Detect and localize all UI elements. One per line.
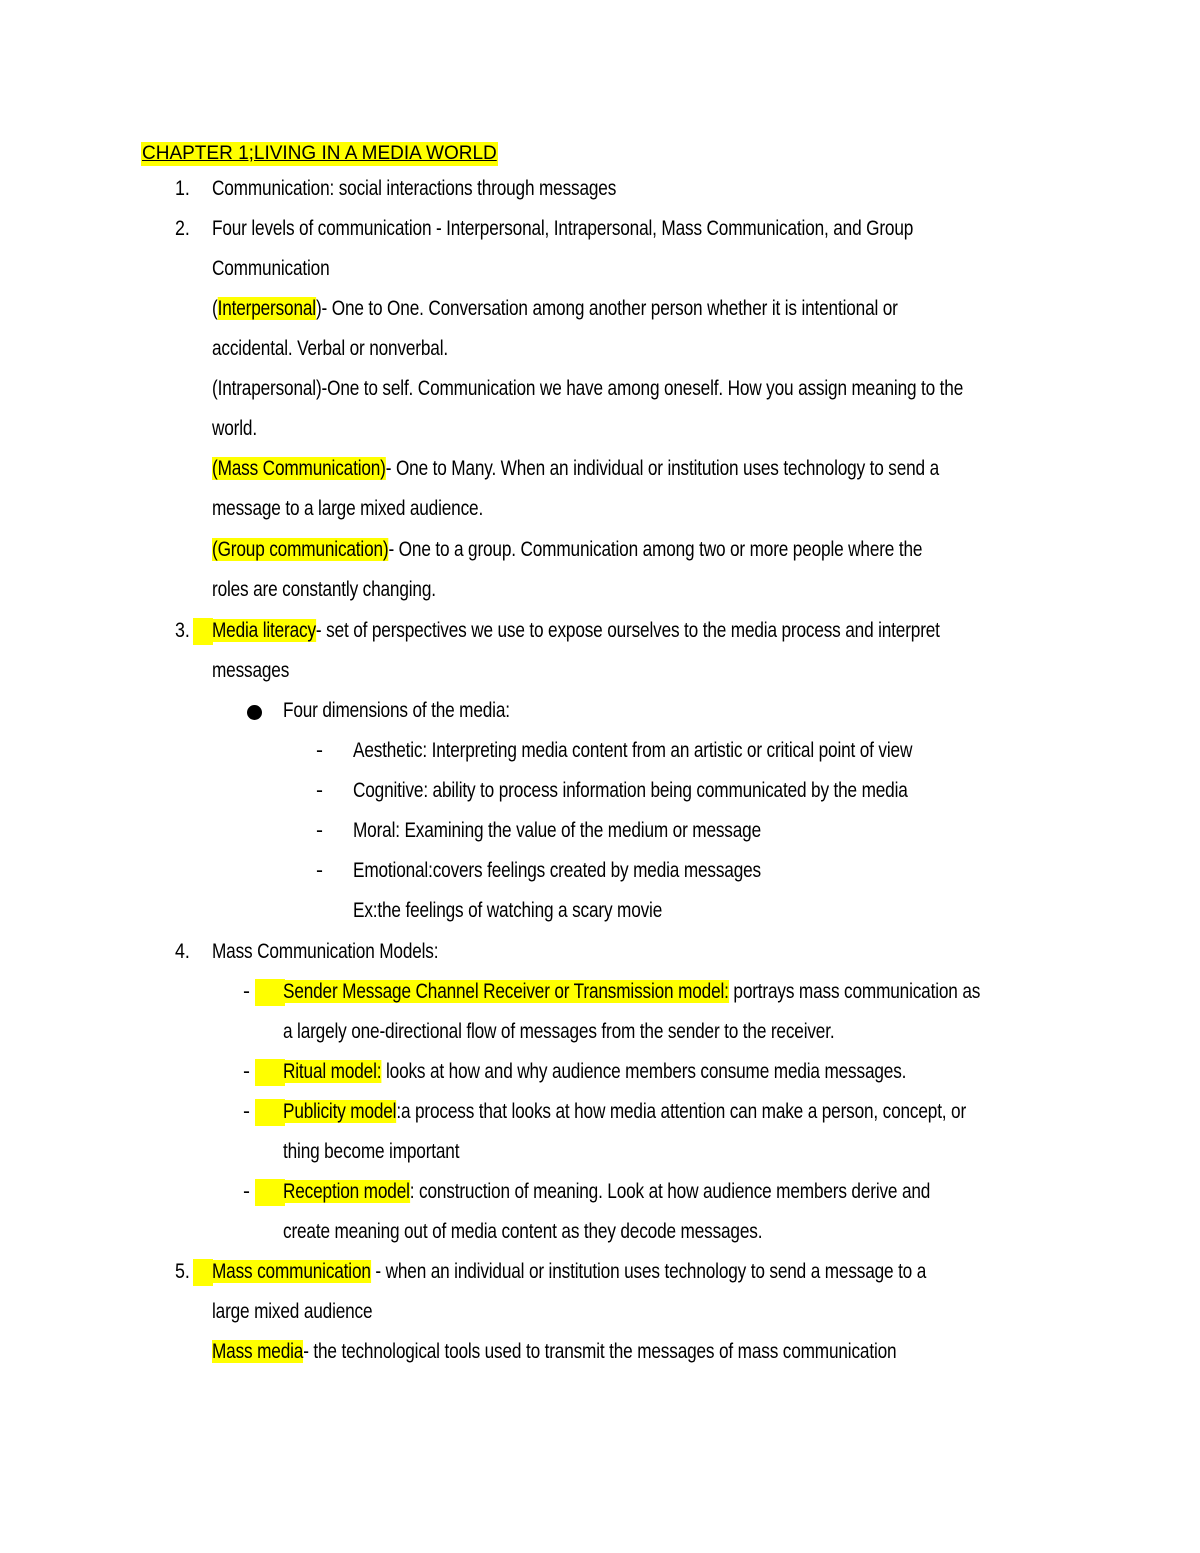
- mass-communication-def-term: Mass communication: [212, 1260, 371, 1283]
- interpersonal-definition: )- One to One. Conversation among another person whether it is intentional or: [315, 297, 898, 320]
- model-ritual-definition: looks at how and why audience members consume media messages.: [381, 1060, 907, 1083]
- item-2-line-1: Four levels of communication - Interpersonal, Intrapersonal, Mass Communication, and Group: [212, 217, 914, 240]
- dimension-aesthetic: Aesthetic: Interpreting media content from an artistic or critical point of view: [353, 739, 913, 762]
- item-5-number: 5.: [175, 1260, 190, 1283]
- mass-media-definition: - the technological tools used to transmit the messages of mass communication: [303, 1340, 897, 1363]
- dimension-dash: -: [316, 779, 323, 802]
- model-3-highlight-lead: [255, 1099, 285, 1126]
- item-2-line-2: Communication: [212, 257, 330, 280]
- mass-communication-def-line: [212, 1258, 926, 1286]
- media-literacy-line: [212, 617, 940, 645]
- model-2-highlight-lead: [255, 1059, 285, 1086]
- intrapersonal-line-2: world.: [212, 417, 257, 440]
- mass-media-line: [212, 1338, 896, 1366]
- four-dimensions-heading: Four dimensions of the media:: [283, 699, 510, 722]
- mass-communication-def-text: - when an individual or institution uses technology to send a message to a: [370, 1260, 927, 1283]
- models-heading: Mass Communication Models:: [212, 940, 439, 963]
- model-publicity-term: Publicity model: [283, 1100, 397, 1123]
- model-transmission-line: [283, 978, 980, 1006]
- item-1-text: Communication: social interactions through messages: [212, 177, 617, 200]
- mass-communication-line-2: message to a large mixed audience.: [212, 497, 484, 520]
- model-transmission-definition: portrays mass communication as: [728, 980, 981, 1003]
- mass-communication-term: (Mass Communication): [212, 457, 386, 480]
- mass-communication-definition: - One to Many. When an individual or institution uses technology to send a: [385, 457, 940, 480]
- emotional-example: Ex:the feelings of watching a scary movie: [353, 899, 663, 922]
- item-3-highlight-lead: [193, 618, 213, 645]
- group-communication-term: (Group communication): [212, 538, 389, 561]
- item-1-number: 1.: [175, 177, 190, 200]
- model-transmission-term: Sender Message Channel Receiver or Transmission model:: [283, 980, 729, 1003]
- interpersonal-open-paren: (: [212, 297, 218, 320]
- model-dash: -: [243, 1060, 250, 1083]
- model-publicity-line: [283, 1098, 966, 1126]
- interpersonal-line: [212, 295, 898, 323]
- mass-communication-line: [212, 455, 939, 483]
- dimension-emotional: Emotional:covers feelings created by media messages: [353, 859, 762, 882]
- item-5-highlight-lead: [193, 1259, 213, 1286]
- model-1-highlight-lead: [255, 979, 285, 1006]
- model-transmission-line-2: a largely one-directional flow of messages from the sender to the receiver.: [283, 1020, 835, 1043]
- intrapersonal-line: (Intrapersonal)-One to self. Communication we have among oneself. How you assign meaning to the: [212, 377, 964, 400]
- dimension-dash: -: [316, 859, 323, 882]
- model-dash: -: [243, 980, 250, 1003]
- media-literacy-line-2: messages: [212, 659, 290, 682]
- item-3-number: 3.: [175, 619, 190, 642]
- model-reception-term: Reception model: [283, 1180, 410, 1203]
- mass-media-term: Mass media: [212, 1340, 304, 1363]
- model-reception-line: [283, 1178, 930, 1206]
- dimension-dash: -: [316, 739, 323, 762]
- model-dash: -: [243, 1180, 250, 1203]
- group-communication-line: [212, 536, 922, 564]
- model-dash: -: [243, 1100, 250, 1123]
- dimension-cognitive: Cognitive: ability to process information being communicated by the media: [353, 779, 908, 802]
- item-4-number: 4.: [175, 940, 190, 963]
- interpersonal-line-2: accidental. Verbal or nonverbal.: [212, 337, 448, 360]
- model-reception-line-2: create meaning out of media content as they decode messages.: [283, 1220, 763, 1243]
- model-ritual-term: Ritual model:: [283, 1060, 382, 1083]
- group-communication-line-2: roles are constantly changing.: [212, 578, 436, 601]
- media-literacy-term: Media literacy: [212, 619, 316, 642]
- mass-communication-def-line-2: large mixed audience: [212, 1300, 373, 1323]
- model-publicity-definition: :a process that looks at how media attention can make a person, concept, or: [396, 1100, 967, 1123]
- model-reception-definition: : construction of meaning. Look at how audience members derive and: [409, 1180, 931, 1203]
- interpersonal-term: Interpersonal: [217, 297, 316, 320]
- chapter-title: CHAPTER 1;LIVING IN A MEDIA WORLD: [142, 143, 497, 164]
- model-publicity-line-2: thing become important: [283, 1140, 460, 1163]
- model-ritual-line: [283, 1058, 906, 1086]
- item-2-number: 2.: [175, 217, 190, 240]
- group-communication-definition: - One to a group. Communication among two or more people where the: [388, 538, 923, 561]
- dimension-moral: Moral: Examining the value of the medium or message: [353, 819, 761, 842]
- media-literacy-definition: - set of perspectives we use to expose ourselves to the media process and interpret: [315, 619, 940, 642]
- model-4-highlight-lead: [255, 1179, 285, 1206]
- bullet-dot-icon: [247, 705, 262, 720]
- dimension-dash: -: [316, 819, 323, 842]
